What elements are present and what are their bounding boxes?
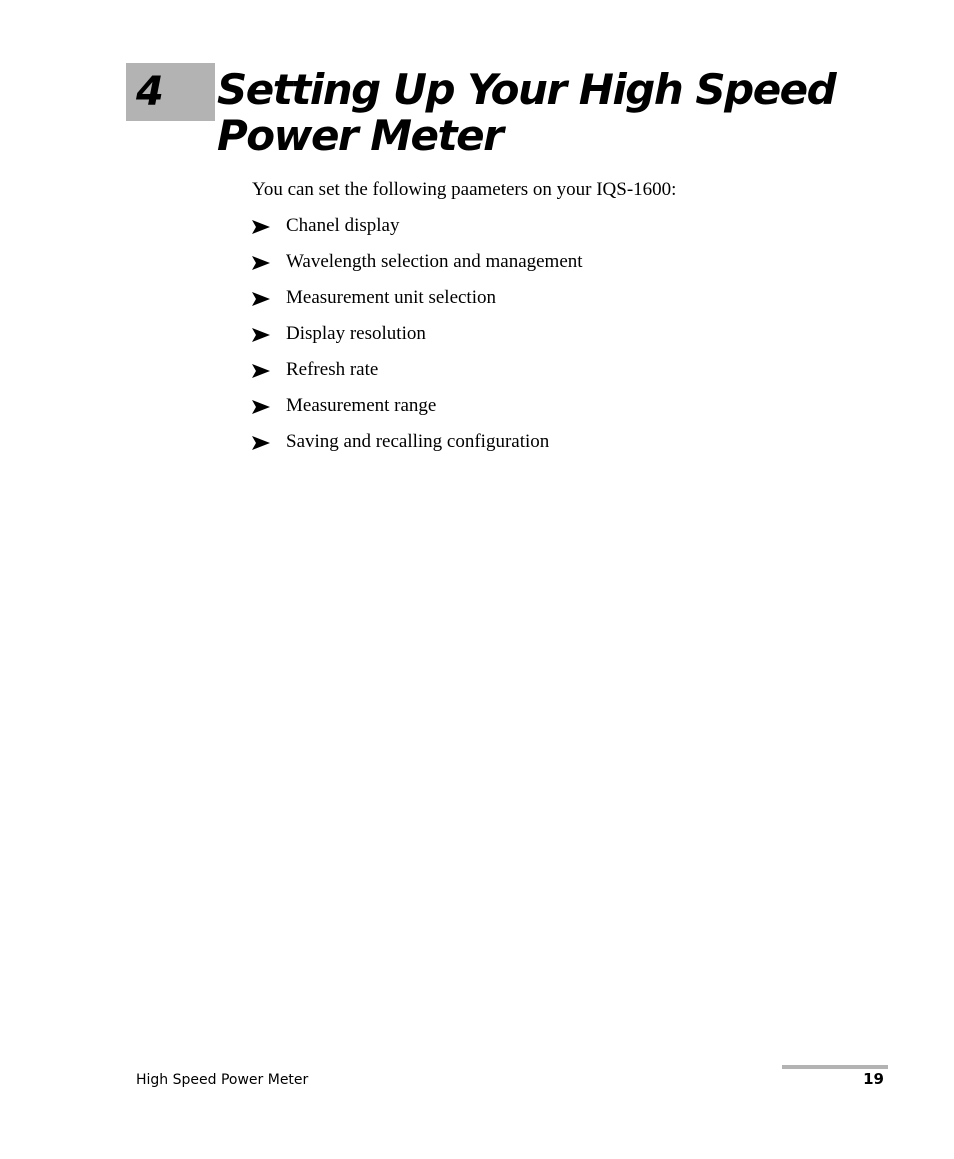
arrow-bullet-icon	[252, 256, 270, 270]
chapter-title: Setting Up Your High Speed Power Meter	[217, 65, 836, 160]
arrow-bullet-icon	[252, 364, 270, 378]
intro-paragraph: You can set the following paameters on your IQS-1600:	[252, 179, 677, 200]
arrow-bullet-icon	[252, 328, 270, 342]
page-number: 19	[863, 1070, 884, 1088]
list-item-text: Chanel display	[286, 215, 400, 236]
footer-title: High Speed Power Meter	[136, 1072, 309, 1088]
list-item-text: Display resolution	[286, 323, 426, 344]
list-item-text: Measurement unit selection	[286, 287, 496, 308]
arrow-bullet-icon	[252, 220, 270, 234]
list-item-text: Measurement range	[286, 395, 437, 416]
arrow-bullet-icon	[252, 292, 270, 306]
arrow-bullet-icon	[252, 400, 270, 414]
list-item-text: Saving and recalling configuration	[286, 431, 550, 452]
list-item-text: Refresh rate	[286, 359, 379, 380]
footer-rule	[782, 1065, 888, 1069]
chapter-number: 4	[136, 69, 164, 115]
arrow-bullet-icon	[252, 436, 270, 450]
list-item-text: Wavelength selection and management	[286, 251, 583, 272]
